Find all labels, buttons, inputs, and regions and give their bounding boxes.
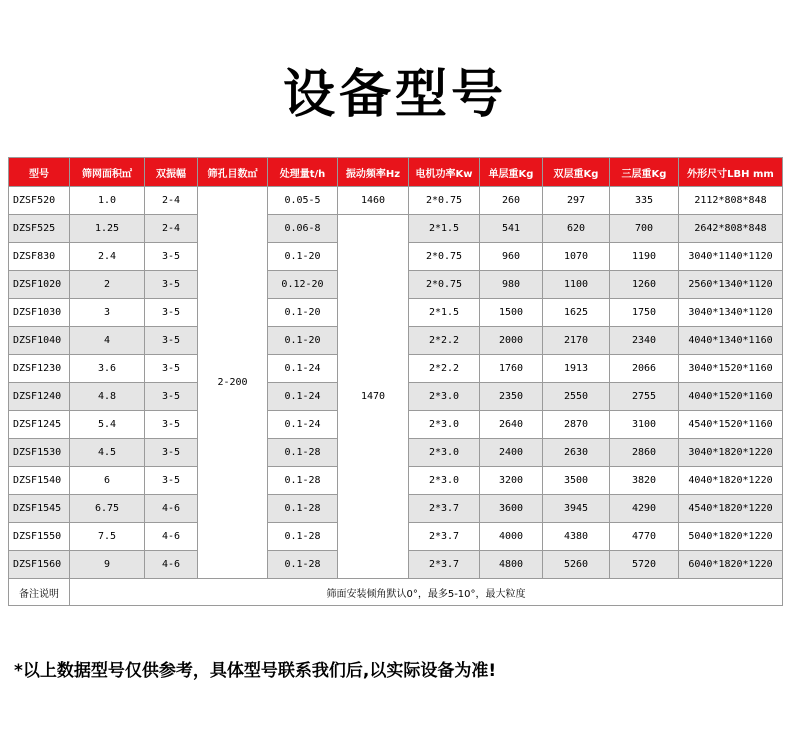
power-cell: 2*2.2 <box>409 355 480 383</box>
dimension-cell: 3040*1340*1120 <box>679 299 783 327</box>
single-layer-weight-cell: 1760 <box>480 355 543 383</box>
amplitude-cell: 2-4 <box>145 215 198 243</box>
double-layer-weight-cell: 297 <box>543 187 610 215</box>
dimension-cell: 4540*1520*1160 <box>679 411 783 439</box>
model-cell: DZSF1040 <box>9 327 70 355</box>
model-cell: DZSF830 <box>9 243 70 271</box>
model-cell: DZSF1540 <box>9 467 70 495</box>
column-header: 三层重Kg <box>610 158 679 187</box>
double-layer-weight-cell: 5260 <box>543 551 610 579</box>
double-layer-weight-cell: 2550 <box>543 383 610 411</box>
table-row <box>9 187 783 215</box>
single-layer-weight-cell: 2400 <box>480 439 543 467</box>
power-cell: 2*3.7 <box>409 523 480 551</box>
dimension-cell: 2112*808*848 <box>679 187 783 215</box>
model-cell: DZSF1230 <box>9 355 70 383</box>
double-layer-weight-cell: 3945 <box>543 495 610 523</box>
page-title: 设备型号 <box>282 65 507 125</box>
power-cell: 2*1.5 <box>409 215 480 243</box>
capacity-cell: 0.1-28 <box>268 439 338 467</box>
dimension-cell: 3040*1140*1120 <box>679 243 783 271</box>
capacity-cell: 0.1-24 <box>268 355 338 383</box>
amplitude-cell: 3-5 <box>145 355 198 383</box>
model-cell: DZSF1245 <box>9 411 70 439</box>
column-header: 处理量t/h <box>268 158 338 187</box>
model-cell: DZSF525 <box>9 215 70 243</box>
power-cell: 2*3.0 <box>409 383 480 411</box>
model-cell: DZSF1240 <box>9 383 70 411</box>
dimension-cell: 4040*1340*1160 <box>679 327 783 355</box>
amplitude-cell: 3-5 <box>145 467 198 495</box>
area-cell: 3.6 <box>70 355 145 383</box>
power-cell: 2*3.7 <box>409 551 480 579</box>
triple-layer-weight-cell: 335 <box>610 187 679 215</box>
column-header: 筛网面积㎡ <box>70 158 145 187</box>
amplitude-cell: 3-5 <box>145 243 198 271</box>
double-layer-weight-cell: 2630 <box>543 439 610 467</box>
column-header: 型号 <box>9 158 70 187</box>
dimension-cell: 2560*1340*1120 <box>679 271 783 299</box>
amplitude-cell: 3-5 <box>145 271 198 299</box>
dimension-cell: 3040*1520*1160 <box>679 355 783 383</box>
model-cell: DZSF1560 <box>9 551 70 579</box>
capacity-cell: 0.1-28 <box>268 495 338 523</box>
single-layer-weight-cell: 2350 <box>480 383 543 411</box>
triple-layer-weight-cell: 1260 <box>610 271 679 299</box>
area-cell: 9 <box>70 551 145 579</box>
frequency-cell: 1460 <box>338 187 409 215</box>
amplitude-cell: 3-5 <box>145 299 198 327</box>
amplitude-cell: 3-5 <box>145 327 198 355</box>
model-cell: DZSF520 <box>9 187 70 215</box>
double-layer-weight-cell: 4380 <box>543 523 610 551</box>
single-layer-weight-cell: 3600 <box>480 495 543 523</box>
triple-layer-weight-cell: 1750 <box>610 299 679 327</box>
triple-layer-weight-cell: 2755 <box>610 383 679 411</box>
model-cell: DZSF1530 <box>9 439 70 467</box>
power-cell: 2*0.75 <box>409 187 480 215</box>
dimension-cell: 2642*808*848 <box>679 215 783 243</box>
power-cell: 2*0.75 <box>409 271 480 299</box>
column-header: 单层重Kg <box>480 158 543 187</box>
single-layer-weight-cell: 260 <box>480 187 543 215</box>
power-cell: 2*2.2 <box>409 327 480 355</box>
triple-layer-weight-cell: 3820 <box>610 467 679 495</box>
area-cell: 2.4 <box>70 243 145 271</box>
capacity-cell: 0.1-28 <box>268 551 338 579</box>
triple-layer-weight-cell: 5720 <box>610 551 679 579</box>
column-header: 振动频率Hz <box>338 158 409 187</box>
footnote: *以上数据型号仅供参考，具体型号联系我们后,以实际设备为准! <box>14 661 497 681</box>
amplitude-cell: 3-5 <box>145 439 198 467</box>
area-cell: 1.0 <box>70 187 145 215</box>
dimension-cell: 4040*1820*1220 <box>679 467 783 495</box>
column-header: 筛孔目数㎡ <box>198 158 268 187</box>
model-cell: DZSF1020 <box>9 271 70 299</box>
double-layer-weight-cell: 3500 <box>543 467 610 495</box>
frequency-cell-merged: 1470 <box>338 215 409 579</box>
amplitude-cell: 3-5 <box>145 383 198 411</box>
amplitude-cell: 3-5 <box>145 411 198 439</box>
triple-layer-weight-cell: 2066 <box>610 355 679 383</box>
single-layer-weight-cell: 980 <box>480 271 543 299</box>
dimension-cell: 4040*1520*1160 <box>679 383 783 411</box>
dimension-cell: 3040*1820*1220 <box>679 439 783 467</box>
note-label: 备注说明 <box>9 579 70 606</box>
triple-layer-weight-cell: 1190 <box>610 243 679 271</box>
area-cell: 4.5 <box>70 439 145 467</box>
double-layer-weight-cell: 2870 <box>543 411 610 439</box>
column-header: 外形尺寸LBH mm <box>679 158 783 187</box>
dimension-cell: 4540*1820*1220 <box>679 495 783 523</box>
single-layer-weight-cell: 960 <box>480 243 543 271</box>
power-cell: 2*3.7 <box>409 495 480 523</box>
capacity-cell: 0.1-24 <box>268 411 338 439</box>
single-layer-weight-cell: 4800 <box>480 551 543 579</box>
single-layer-weight-cell: 3200 <box>480 467 543 495</box>
area-cell: 2 <box>70 271 145 299</box>
double-layer-weight-cell: 620 <box>543 215 610 243</box>
table-header-row <box>9 158 783 187</box>
single-layer-weight-cell: 2640 <box>480 411 543 439</box>
model-cell: DZSF1550 <box>9 523 70 551</box>
double-layer-weight-cell: 2170 <box>543 327 610 355</box>
capacity-cell: 0.1-20 <box>268 299 338 327</box>
single-layer-weight-cell: 541 <box>480 215 543 243</box>
mesh-cell-merged: 2-200 <box>198 187 268 579</box>
double-layer-weight-cell: 1070 <box>543 243 610 271</box>
amplitude-cell: 2-4 <box>145 187 198 215</box>
model-cell: DZSF1545 <box>9 495 70 523</box>
note-text: 筛面安装倾角默认0°，最多5-10°，最大粒度 <box>70 579 783 606</box>
amplitude-cell: 4-6 <box>145 495 198 523</box>
capacity-cell: 0.1-28 <box>268 467 338 495</box>
double-layer-weight-cell: 1100 <box>543 271 610 299</box>
power-cell: 2*0.75 <box>409 243 480 271</box>
single-layer-weight-cell: 4000 <box>480 523 543 551</box>
capacity-cell: 0.05-5 <box>268 187 338 215</box>
area-cell: 7.5 <box>70 523 145 551</box>
triple-layer-weight-cell: 700 <box>610 215 679 243</box>
column-header: 双层重Kg <box>543 158 610 187</box>
area-cell: 4.8 <box>70 383 145 411</box>
amplitude-cell: 4-6 <box>145 523 198 551</box>
single-layer-weight-cell: 2000 <box>480 327 543 355</box>
area-cell: 6.75 <box>70 495 145 523</box>
column-header: 双振幅 <box>145 158 198 187</box>
triple-layer-weight-cell: 3100 <box>610 411 679 439</box>
dimension-cell: 6040*1820*1220 <box>679 551 783 579</box>
area-cell: 3 <box>70 299 145 327</box>
model-cell: DZSF1030 <box>9 299 70 327</box>
area-cell: 5.4 <box>70 411 145 439</box>
power-cell: 2*3.0 <box>409 439 480 467</box>
column-header: 电机功率Kw <box>409 158 480 187</box>
area-cell: 1.25 <box>70 215 145 243</box>
capacity-cell: 0.12-20 <box>268 271 338 299</box>
note-row <box>9 579 783 606</box>
table-body <box>9 187 783 606</box>
capacity-cell: 0.1-24 <box>268 383 338 411</box>
capacity-cell: 0.1-28 <box>268 523 338 551</box>
dimension-cell: 5040*1820*1220 <box>679 523 783 551</box>
area-cell: 4 <box>70 327 145 355</box>
power-cell: 2*1.5 <box>409 299 480 327</box>
triple-layer-weight-cell: 2340 <box>610 327 679 355</box>
triple-layer-weight-cell: 2860 <box>610 439 679 467</box>
double-layer-weight-cell: 1913 <box>543 355 610 383</box>
amplitude-cell: 4-6 <box>145 551 198 579</box>
table-row <box>9 215 783 243</box>
capacity-cell: 0.06-8 <box>268 215 338 243</box>
spec-table <box>8 157 783 606</box>
power-cell: 2*3.0 <box>409 467 480 495</box>
area-cell: 6 <box>70 467 145 495</box>
power-cell: 2*3.0 <box>409 411 480 439</box>
capacity-cell: 0.1-20 <box>268 243 338 271</box>
double-layer-weight-cell: 1625 <box>543 299 610 327</box>
single-layer-weight-cell: 1500 <box>480 299 543 327</box>
triple-layer-weight-cell: 4770 <box>610 523 679 551</box>
capacity-cell: 0.1-20 <box>268 327 338 355</box>
triple-layer-weight-cell: 4290 <box>610 495 679 523</box>
